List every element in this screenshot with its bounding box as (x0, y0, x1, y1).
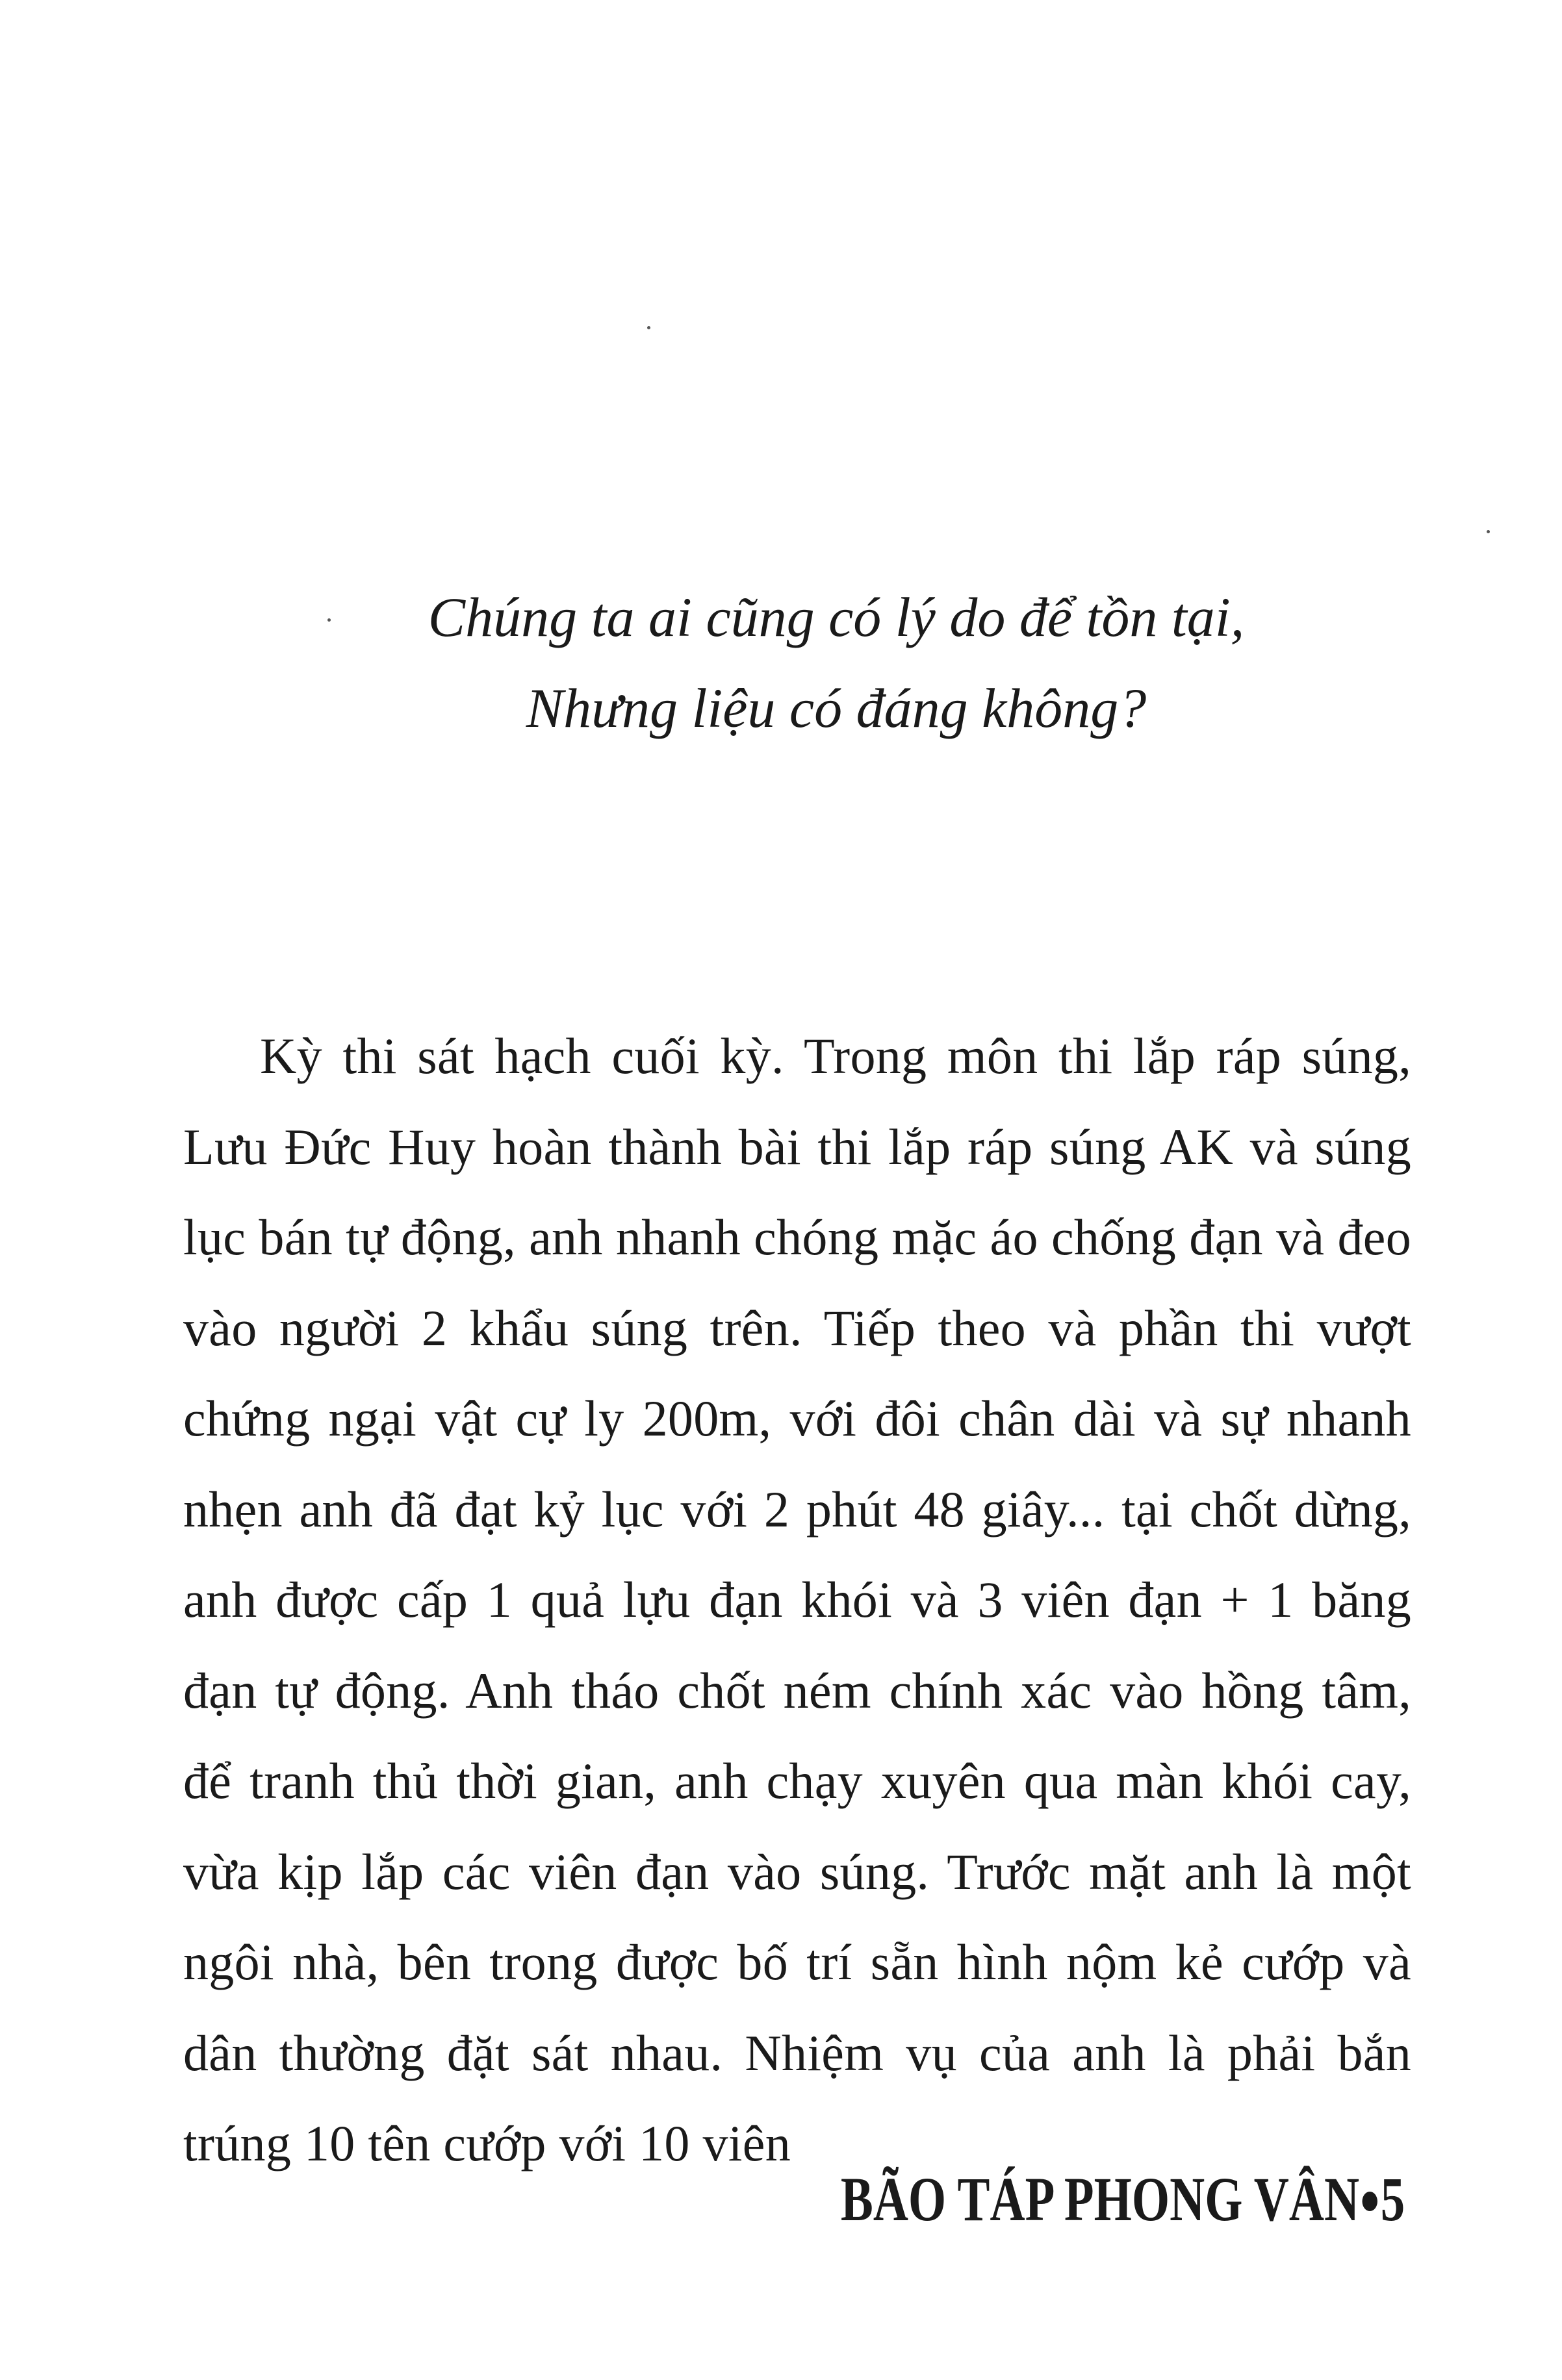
epigraph-line-1: Chúng ta ai cũng có lý do để tồn tại, (428, 586, 1245, 648)
print-speck (1487, 530, 1490, 533)
body-paragraph: Kỳ thi sát hạch cuối kỳ. Trong môn thi lắp ráp súng, Lưu Đức Huy hoàn thành bài thi lắp ráp súng AK và súng lục bán tự động, anh nhanh chóng mặc áo chống đạn và đeo vào người 2 khẩu súng trên. Tiếp theo và phần thi vượt chứng ngại vật cự ly 200m, với đôi chân dài và sự nhanh nhẹn anh đã đạt kỷ lục với 2 phút 48 giây... tại chốt dừng, anh được cấp 1 quả lựu đạn khói và 3 viên đạn + 1 băng đạn tự động. Anh tháo chốt ném chính xác vào hồng tâm, để tranh thủ thời gian, anh chạy xuyên qua màn khói cay, vừa kịp lắp các viên đạn vào súng. Trước mặt anh là một ngôi nhà, bên trong được bố trí sẵn hình nộm kẻ cướp và dân thường đặt sát nhau. Nhiệm vụ của anh là phải bắn trúng 10 tên cướp với 10 viên (183, 1028, 1411, 2171)
bullet-separator-icon (1362, 2192, 1377, 2211)
book-title: BÃO TÁP PHONG VÂN (840, 2164, 1359, 2234)
running-footer (841, 2163, 1405, 2235)
print-speck (647, 326, 650, 329)
epigraph-line-2: Nhưng liệu có đáng không? (526, 677, 1147, 739)
epigraph (0, 572, 1562, 753)
page-number: 5 (1380, 2164, 1405, 2234)
